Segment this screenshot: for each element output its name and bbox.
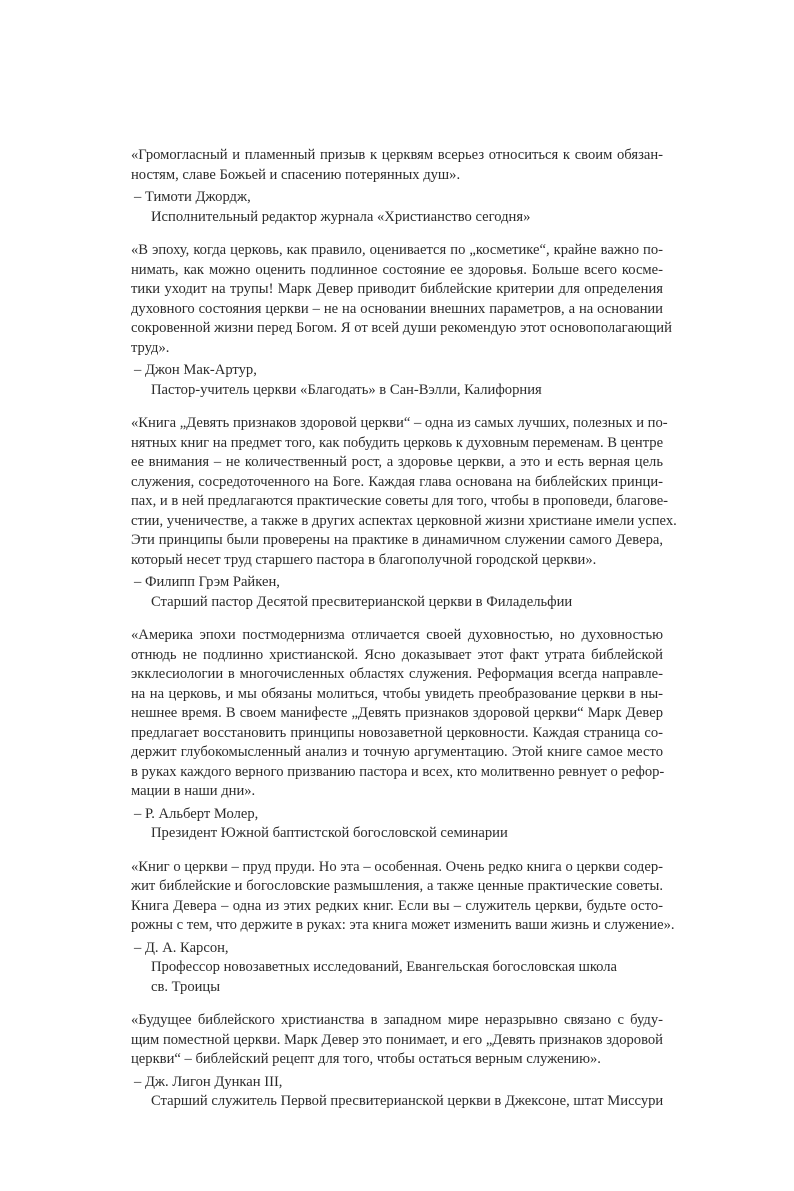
endorsement-quote	[131, 241, 672, 400]
quote-line: на на церковь, и мы обязаны молиться, чтобы увидеть преобразование церкви в ны-	[131, 685, 663, 702]
quote-line: ностям, славе Божьей и спасению потерянных душ».	[131, 166, 461, 183]
author-title: Исполнительный редактор журнала «Христианство сегодня»	[151, 208, 531, 225]
author-name: – Р. Альберт Молер,	[134, 805, 259, 822]
quote-line: церкви“ – библейский рецепт для того, чтобы остаться верным служению».	[131, 1051, 601, 1067]
quote-text	[131, 414, 677, 570]
quote-line: труд».	[131, 339, 170, 356]
author-name: – Тимоти Джордж,	[134, 189, 251, 205]
quote-line: «Будущее библейского христианства в западном мире неразрывно связано с буду-	[131, 1012, 663, 1028]
author-title: Президент Южной баптистской богословской семинарии	[151, 825, 508, 841]
author-name: – Дж. Лигон Дункан III,	[134, 1073, 283, 1090]
author-title: св. Троицы	[151, 978, 221, 995]
quote-line: который несет труд старшего пастора в благополучной городской церкви».	[131, 551, 597, 568]
endorsement-quote	[131, 414, 677, 612]
author-title: Старший служитель Первой пресвитерианской церкви в Джексоне, штат Миссури	[151, 1093, 664, 1109]
quote-text	[131, 1011, 663, 1070]
quote-attribution	[131, 573, 663, 612]
quote-line: жит библейские и богословские размышления, а также ценные практические советы.	[131, 878, 663, 894]
quote-line: нимать, как можно оценить подлинное состояние ее здоровья. Больше всего косме-	[131, 261, 663, 278]
endorsement-quote	[131, 146, 663, 227]
quote-line: служения, сосредоточенного на Боге. Каждая глава основана на библейских принци-	[131, 473, 663, 490]
quote-line: рожны с тем, что держите в руках: эта книга может изменить ваши жизнь и служение».	[131, 917, 675, 933]
quote-line: духовного состояния церкви – не на основании внешних параметров, а на основании	[131, 300, 663, 317]
quote-line: предлагает восстановить принципы новозаветной церковности. Каждая страница со-	[131, 724, 663, 741]
quote-line: «Книг о церкви – пруд пруди. Но эта – особенная. Очень редко книга о церкви содер-	[131, 858, 663, 875]
quote-line: нешнее время. В своем манифесте „Девять признаков здоровой церкви“ Марк Девер	[131, 705, 663, 721]
quote-attribution	[131, 361, 663, 400]
author-name: – Д. А. Карсон,	[134, 939, 229, 956]
endorsements-page	[131, 146, 677, 1126]
quote-attribution	[131, 1073, 663, 1112]
quote-line: нятных книг на предмет того, как побудить церковь к духовным переменам. В центре	[131, 434, 664, 451]
author-title: Профессор новозаветных исследований, Евангельская богословская школа	[151, 959, 618, 975]
quote-attribution	[131, 188, 663, 227]
author-title: Старший пастор Десятой пресвитерианской церкви в Филадельфии	[151, 593, 573, 610]
quote-line: экклесиологии в многочисленных областях служения. Реформация всегда направле-	[131, 666, 663, 682]
quote-line: стии, ученичестве, а также в других аспектах церковной жизни христиане имели успех.	[131, 512, 677, 529]
quote-text	[131, 858, 675, 936]
quote-line: мации в наши дни».	[131, 783, 256, 799]
quote-line: держит глубокомысленный анализ и точную аргументацию. Этой книге самое место	[131, 744, 663, 760]
quote-text	[131, 241, 672, 358]
quote-attribution	[131, 939, 663, 998]
quote-text	[131, 146, 663, 185]
quote-line: Эти принципы были проверены на практике в динамичном служении самого Девера,	[131, 532, 663, 548]
quote-line: тики уходит на трупы! Марк Девер приводит библейские критерии для определения	[131, 281, 663, 297]
quote-attribution	[131, 805, 663, 844]
endorsement-quote	[131, 1011, 663, 1112]
quote-line: «Америка эпохи постмодернизма отличается своей духовностью, но духовностью	[131, 627, 663, 643]
quote-line: сокровенной жизни перед Богом. Я от всей души рекомендую этот основополагающий	[131, 320, 672, 336]
quote-line: пах, и в ней предлагаются практические советы для того, чтобы в проповеди, благове-	[131, 493, 669, 509]
author-name: – Джон Мак-Артур,	[134, 362, 257, 378]
quote-line: щим поместной церкви. Марк Девер это понимает, и его „Девять признаков здоровой	[131, 1031, 663, 1048]
quote-line: в руках каждого верного призванию пастора и всех, кто молитвенно ревнует о рефор-	[131, 763, 665, 780]
author-name: – Филипп Грэм Райкен,	[134, 574, 280, 590]
author-title: Пастор-учитель церкви «Благодать» в Сан-Вэлли, Калифорния	[151, 381, 542, 398]
quote-line: отнюдь не подлинно христианской. Ясно доказывает этот факт утрата библейской	[131, 646, 663, 663]
endorsement-quote	[131, 858, 675, 998]
quote-line: «Громогласный и пламенный призыв к церквям всерьез относиться к своим обязан-	[131, 147, 663, 163]
quote-line: «В эпоху, когда церковь, как правило, оценивается по „косметике“, крайне важно по-	[131, 242, 663, 258]
quote-line: Книга Девера – одна из этих редких книг. Если вы – служитель церкви, будьте осто-	[131, 897, 663, 914]
quote-text	[131, 626, 663, 802]
quote-line: ее внимания – не количественный рост, а здоровье церкви, а это и есть верная цель	[131, 454, 663, 470]
quote-line: «Книга „Девять признаков здоровой церкви“ – одна из самых лучших, полезных и по-	[131, 415, 668, 431]
endorsement-quote	[131, 626, 663, 844]
